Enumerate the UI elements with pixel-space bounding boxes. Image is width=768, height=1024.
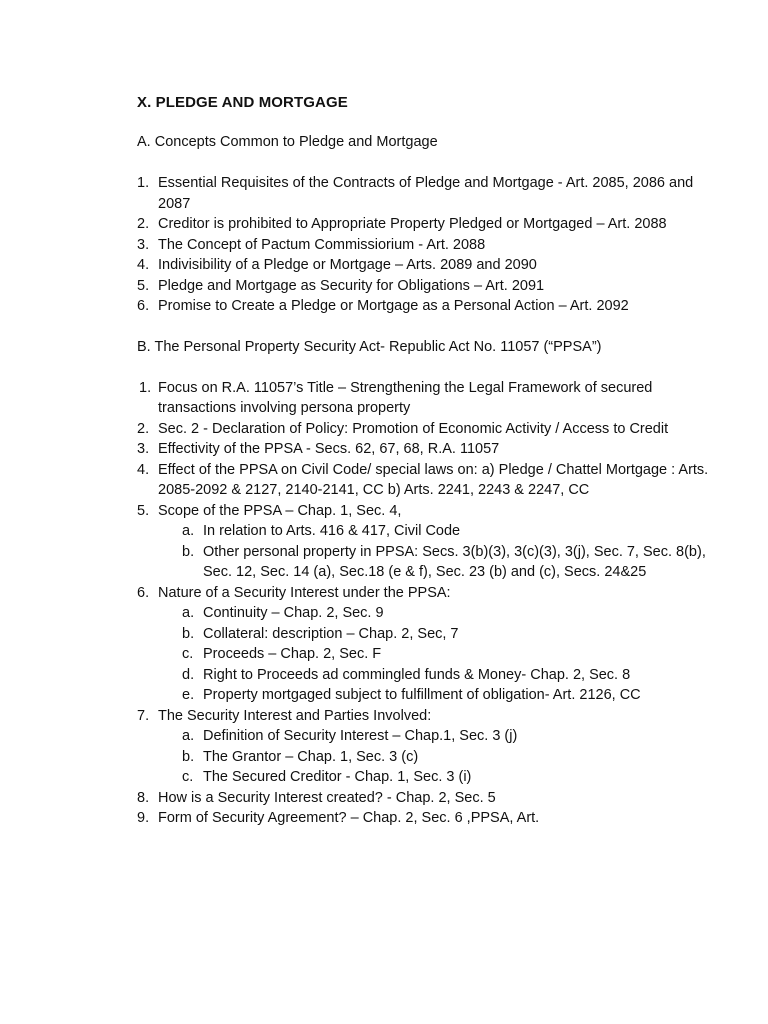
list-item-number: 2. <box>137 420 150 437</box>
sub-item-letter: b. <box>182 625 195 642</box>
sub-item-text: Property mortgaged subject to fulfillment of obligation- Art. 2126, CC <box>203 687 641 703</box>
list-item-text: Creditor is prohibited to Appropriate Property Pledged or Mortgaged – Art. 2088 <box>158 216 667 232</box>
list-item-text: Scope of the PPSA – Chap. 1, Sec. 4, <box>158 502 402 519</box>
list-item <box>137 706 718 788</box>
sub-item-text: Collateral: description – Chap. 2, Sec, 7 <box>203 625 459 642</box>
list-item-number: 7. <box>137 707 150 724</box>
sub-item-letter: a. <box>182 728 195 744</box>
sub-list-item <box>182 521 718 542</box>
section-a-title: A. Concepts Common to Pledge and Mortgage <box>137 134 438 150</box>
list-item <box>137 439 718 460</box>
sub-item-letter: e. <box>182 687 195 703</box>
list-item <box>137 501 718 583</box>
sub-item-text: In relation to Arts. 416 & 417, Civil Code <box>203 523 461 539</box>
list-item <box>137 808 718 829</box>
list-item-number: 5. <box>137 502 150 519</box>
list-item-text: Pledge and Mortgage as Security for Obligations – Art. 2091 <box>158 277 545 294</box>
list-item <box>137 173 718 214</box>
list-item <box>137 276 718 297</box>
list-item-text: Promise to Create a Pledge or Mortgage as a Personal Action – Art. 2092 <box>158 298 629 314</box>
section-a-list <box>137 173 718 317</box>
list-item-text: Effect of the PPSA on Civil Code/ special laws on: a) Pledge / Chattel Mortgage : Arts. 2085-2092 & 2127, 2140-2141, CC b) Arts. 2241, 2243 & 2247, CC <box>158 461 709 498</box>
list-item-number: 3. <box>137 236 150 253</box>
list-item <box>137 214 718 235</box>
list-item <box>137 583 718 706</box>
sub-list-item <box>182 644 718 665</box>
sub-item-text: Other personal property in PPSA: Secs. 3(b)(3), 3(c)(3), 3(j), Sec. 7, Sec. 8(b), Sec. 12, Sec. 14 (a), Sec.18 (e & f), Sec. 23 (b) and (c), Secs. 24&25 <box>203 543 706 580</box>
list-item <box>137 255 718 276</box>
list-item-number: 5. <box>137 277 150 294</box>
sub-list-item <box>182 542 718 583</box>
list-item-text: Essential Requisites of the Contracts of Pledge and Mortgage - Art. 2085, 2086 and 2087 <box>158 175 694 212</box>
list-item-text: Form of Security Agreement? – Chap. 2, Sec. 6 ,PPSA, Art. <box>158 810 540 826</box>
sub-list-item <box>182 726 718 747</box>
sub-list-item <box>182 624 718 645</box>
sub-item-text: Right to Proceeds ad commingled funds & Money- Chap. 2, Sec. 8 <box>203 666 631 683</box>
list-item-number: 4. <box>137 257 150 273</box>
list-item-number: 1. <box>137 175 150 191</box>
list-item-number: 2. <box>137 216 150 232</box>
list-item-text: Effectivity of the PPSA - Secs. 62, 67, 68, R.A. 11057 <box>158 441 500 457</box>
sub-item-text: The Grantor – Chap. 1, Sec. 3 (c) <box>203 748 419 765</box>
list-item-number: 6. <box>137 298 150 314</box>
sub-item-letter: c. <box>182 769 194 785</box>
sub-list-item <box>182 665 718 686</box>
list-item-text: Focus on R.A. 11057’s Title – Strengthening the Legal Framework of secured transactions involving persona property <box>158 379 653 416</box>
list-item-text: Sec. 2 - Declaration of Policy: Promotion of Economic Activity / Access to Credit <box>158 420 669 437</box>
sub-item-text: Definition of Security Interest – Chap.1, Sec. 3 (j) <box>203 728 518 744</box>
sub-list-item <box>182 603 718 624</box>
list-item-number: 8. <box>137 789 150 806</box>
list-item-text: The Security Interest and Parties Involved: <box>158 707 432 724</box>
list-item <box>137 296 718 317</box>
list-item-number: 1. <box>139 379 152 396</box>
sub-list-item <box>182 685 718 706</box>
list-item <box>137 419 718 440</box>
sub-list-item <box>182 767 718 788</box>
sub-item-text: Proceeds – Chap. 2, Sec. F <box>203 646 382 662</box>
list-item-number: 3. <box>137 441 150 457</box>
list-item-number: 6. <box>137 584 150 601</box>
list-item-text: Nature of a Security Interest under the PPSA: <box>158 584 451 601</box>
list-item-text: The Concept of Pactum Commissiorium - Art. 2088 <box>158 236 486 253</box>
sub-item-text: The Secured Creditor - Chap. 1, Sec. 3 (i) <box>203 769 472 785</box>
section-b-list <box>137 378 718 829</box>
sub-list <box>182 521 718 583</box>
sub-list <box>182 726 718 788</box>
list-item <box>137 235 718 256</box>
document-heading: X. PLEDGE AND MORTGAGE <box>137 94 348 111</box>
sub-item-letter: b. <box>182 748 195 765</box>
list-item <box>137 378 718 419</box>
sub-item-letter: c. <box>182 646 194 662</box>
sub-item-letter: d. <box>182 666 195 683</box>
list-item <box>137 460 718 501</box>
list-item-number: 9. <box>137 810 150 826</box>
sub-item-letter: b. <box>182 543 195 560</box>
sub-list <box>182 603 718 706</box>
list-item-text: How is a Security Interest created? - Chap. 2, Sec. 5 <box>158 789 496 806</box>
list-item-text: Indivisibility of a Pledge or Mortgage – Arts. 2089 and 2090 <box>158 257 537 273</box>
sub-item-letter: a. <box>182 605 195 621</box>
sub-item-letter: a. <box>182 523 195 539</box>
list-item <box>137 788 718 809</box>
section-b-title: B. The Personal Property Security Act- Republic Act No. 11057 (“PPSA”) <box>137 338 602 355</box>
sub-item-text: Continuity – Chap. 2, Sec. 9 <box>203 605 384 621</box>
list-item-number: 4. <box>137 461 150 478</box>
sub-list-item <box>182 747 718 768</box>
